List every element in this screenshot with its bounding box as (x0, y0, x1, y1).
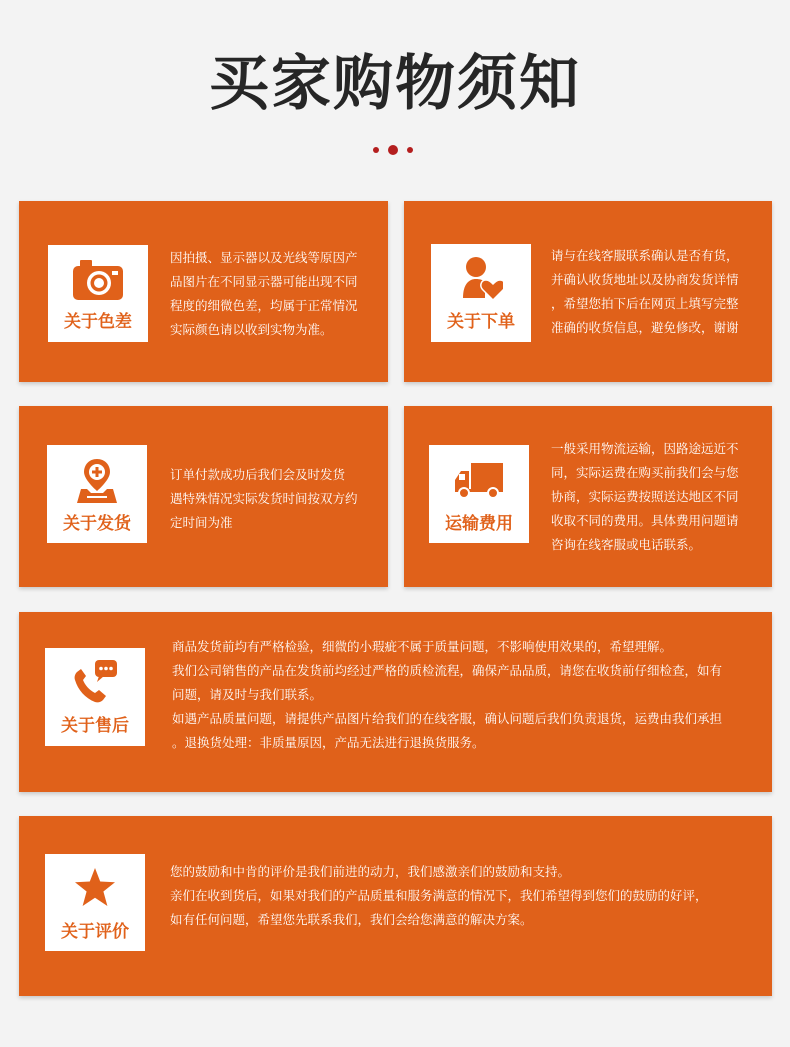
card-color-difference (19, 201, 388, 382)
body-line: 咨询在线客服或电话联系。 (551, 537, 702, 552)
user-heart-icon (463, 256, 503, 302)
section-body (551, 437, 739, 557)
card-reviews (19, 816, 772, 996)
body-line: 问题，请及时与我们联系。 (172, 687, 323, 702)
body-line: 一般采用物流运输，因路途远近不 (551, 441, 739, 456)
section-body (170, 463, 358, 535)
body-line: 。退换货处理：非质量原因，产品无法进行退换货服务。 (172, 735, 485, 750)
body-line: 亲们在收到货后，如果对我们的产品质量和服务满意的情况下，我们希望得到您们的鼓励的好评， (170, 888, 708, 903)
body-line: ，希望您拍下后在网页上填写完整 (551, 296, 739, 311)
card-freight (404, 406, 772, 587)
body-line: 并确认收货地址以及协商发货详情 (551, 272, 739, 287)
body-line: 定时间为准 (170, 515, 233, 530)
icon-box (47, 445, 147, 543)
body-line: 同，实际运费在购买前我们会与您 (551, 465, 739, 480)
body-line: 如遇产品质量问题，请提供产品图片给我们的在线客服，确认问题后我们负责退货，运费由我们承担 (172, 711, 723, 726)
section-label: 关于售后 (61, 716, 129, 736)
truck-icon (455, 463, 503, 499)
body-line: 品图片在不同显示器可能出现不同 (170, 274, 358, 289)
section-label: 运输费用 (445, 514, 513, 534)
camera-icon (73, 259, 123, 301)
body-line: 订单付款成功后我们会及时发货 (170, 467, 346, 482)
body-line: 如有任何问题，希望您先联系我们，我们会给您满意的解决方案。 (170, 912, 533, 927)
section-label: 关于下单 (447, 312, 515, 332)
body-line: 实际颜色请以收到实物为准。 (170, 322, 333, 337)
card-ordering (404, 201, 772, 382)
section-label: 关于发货 (63, 514, 131, 534)
body-line: 我们公司销售的产品在发货前均经过严格的质检流程，确保产品品质，请您在收货前仔细检查，如有 (172, 663, 723, 678)
body-line: 商品发货前均有严格检验，细微的小瑕疵不属于质量问题，不影响使用效果的，希望理解。 (172, 639, 673, 654)
star-icon (74, 868, 116, 908)
body-line: 遇特殊情况实际发货时间按双方约 (170, 491, 358, 506)
icon-box (48, 245, 148, 342)
section-label: 关于色差 (64, 312, 132, 332)
section-body (172, 635, 722, 755)
card-after-sales (19, 612, 772, 792)
divider-dot (388, 145, 398, 155)
section-body (170, 246, 358, 342)
body-line: 请与在线客服联系确认是否有货， (551, 248, 739, 263)
map-pin-icon (77, 459, 117, 503)
icon-box (45, 648, 145, 746)
section-label: 关于评价 (61, 922, 129, 942)
body-line: 准确的收货信息，避免修改，谢谢 (551, 320, 739, 335)
page-title: 买家购物须知 (209, 49, 581, 119)
body-line: 因拍摄、显示器以及光线等原因产 (170, 250, 358, 265)
body-line: 您的鼓励和中肯的评价是我们前进的动力，我们感激亲们的鼓励和支持。 (170, 864, 571, 879)
phone-chat-icon (71, 660, 117, 706)
body-line: 收取不同的费用。具体费用问题请 (551, 513, 739, 528)
icon-box (431, 244, 531, 342)
icon-box (429, 445, 529, 543)
divider-dot (407, 147, 413, 153)
divider-dot (373, 147, 379, 153)
body-line: 程度的细微色差，均属于正常情况 (170, 298, 358, 313)
icon-box (45, 854, 145, 951)
section-body (551, 244, 739, 340)
section-body (170, 860, 708, 932)
title-divider-dots (0, 144, 790, 156)
card-shipping (19, 406, 388, 587)
body-line: 协商，实际运费按照送达地区不同 (551, 489, 739, 504)
